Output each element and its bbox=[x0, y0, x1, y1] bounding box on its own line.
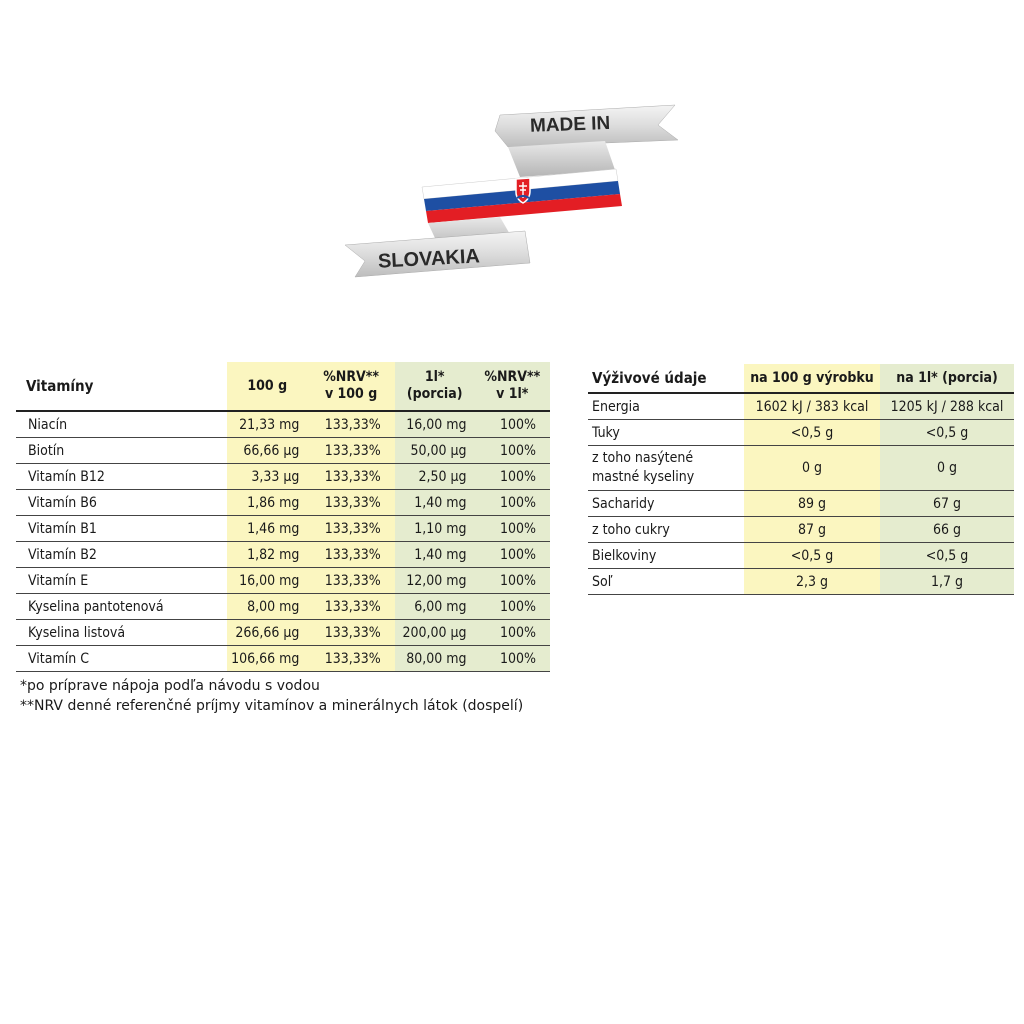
vitamin-name: Vitamín E bbox=[16, 568, 227, 594]
vitamin-nrv1l: 100% bbox=[475, 568, 550, 594]
nutrition-row bbox=[588, 491, 1014, 517]
vitamins-footnotes bbox=[20, 676, 523, 716]
vitamin-per1l: 1,10 mg bbox=[395, 516, 475, 542]
badge-bottom-text: SLOVAKIA bbox=[377, 245, 481, 273]
footnote-nrv: **NRV denné referenčné príjmy vitamínov a minerálnych látok (dospelí) bbox=[20, 698, 524, 714]
vitamin-per100: 66,66 µg bbox=[227, 438, 307, 464]
nutrition-per100: 1602 kJ / 383 kcal bbox=[744, 393, 880, 420]
vitamin-per1l: 2,50 µg bbox=[395, 464, 475, 490]
vitamin-per1l: 200,00 µg bbox=[395, 620, 475, 646]
nutrition-per100: 89 g bbox=[744, 491, 880, 517]
vitamin-row bbox=[16, 594, 550, 620]
nutrition-per100: 0 g bbox=[744, 446, 880, 491]
vitamin-nrv100: 133,33% bbox=[307, 594, 394, 620]
vitamins-header-nrv1l: %NRV** v 1l* bbox=[475, 362, 550, 411]
vitamin-row bbox=[16, 438, 550, 464]
vitamin-nrv100: 133,33% bbox=[307, 490, 394, 516]
vitamin-nrv100: 133,33% bbox=[307, 620, 394, 646]
vitamin-per100: 106,66 mg bbox=[227, 646, 307, 672]
nutrition-row bbox=[588, 420, 1014, 446]
vitamin-per1l: 6,00 mg bbox=[395, 594, 475, 620]
vitamin-row bbox=[16, 568, 550, 594]
vitamin-per100: 3,33 µg bbox=[227, 464, 307, 490]
vitamin-nrv100: 133,33% bbox=[307, 464, 394, 490]
badge-top-text: MADE IN bbox=[529, 112, 611, 137]
flag-ribbon bbox=[422, 169, 622, 223]
vitamins-header-name: Vitamíny bbox=[16, 362, 227, 411]
nutrition-table bbox=[588, 364, 1014, 595]
vitamin-nrv1l: 100% bbox=[475, 411, 550, 438]
vitamin-nrv100: 133,33% bbox=[307, 516, 394, 542]
nutrition-per1l: 0 g bbox=[880, 446, 1014, 491]
nutrition-name: Sacharidy bbox=[588, 491, 744, 517]
vitamin-per100: 266,66 µg bbox=[227, 620, 307, 646]
nutrition-per1l: <0,5 g bbox=[880, 420, 1014, 446]
vitamin-nrv1l: 100% bbox=[475, 438, 550, 464]
nutrition-per1l: 67 g bbox=[880, 491, 1014, 517]
nutrition-name: z toho nasýtené mastné kyseliny bbox=[588, 446, 744, 491]
vitamin-per100: 21,33 mg bbox=[227, 411, 307, 438]
nutrition-row bbox=[588, 517, 1014, 543]
vitamin-name: Niacín bbox=[16, 411, 227, 438]
nutrition-per100: <0,5 g bbox=[744, 543, 880, 569]
nutrition-per100: <0,5 g bbox=[744, 420, 880, 446]
vitamin-name: Kyselina listová bbox=[16, 620, 227, 646]
made-in-slovakia-badge bbox=[330, 95, 690, 295]
vitamin-per100: 1,46 mg bbox=[227, 516, 307, 542]
vitamin-name: Biotín bbox=[16, 438, 227, 464]
vitamin-name: Kyselina pantotenová bbox=[16, 594, 227, 620]
vitamin-per100: 1,86 mg bbox=[227, 490, 307, 516]
vitamin-per100: 1,82 mg bbox=[227, 542, 307, 568]
vitamins-header-row bbox=[16, 362, 550, 411]
nutrition-per100: 2,3 g bbox=[744, 569, 880, 595]
nutrition-header-row bbox=[588, 364, 1014, 393]
vitamin-row bbox=[16, 646, 550, 672]
vitamin-per1l: 1,40 mg bbox=[395, 542, 475, 568]
vitamin-row bbox=[16, 620, 550, 646]
vitamin-name: Vitamín B12 bbox=[16, 464, 227, 490]
vitamin-row bbox=[16, 490, 550, 516]
vitamin-row bbox=[16, 411, 550, 438]
vitamin-nrv1l: 100% bbox=[475, 516, 550, 542]
nutrition-row bbox=[588, 569, 1014, 595]
vitamin-name: Vitamín B1 bbox=[16, 516, 227, 542]
vitamins-table bbox=[16, 362, 550, 672]
vitamin-per100: 8,00 mg bbox=[227, 594, 307, 620]
coat-of-arms-icon bbox=[516, 178, 530, 203]
nutrition-per1l: 66 g bbox=[880, 517, 1014, 543]
vitamins-header-per1l: 1l* (porcia) bbox=[395, 362, 475, 411]
vitamin-row bbox=[16, 516, 550, 542]
nutrition-row bbox=[588, 393, 1014, 420]
nutrition-row bbox=[588, 543, 1014, 569]
footnote-preparation: *po príprave nápoja podľa návodu s vodou bbox=[20, 678, 320, 694]
vitamin-row bbox=[16, 542, 550, 568]
nutrition-name: Tuky bbox=[588, 420, 744, 446]
vitamin-nrv100: 133,33% bbox=[307, 438, 394, 464]
vitamin-nrv100: 133,33% bbox=[307, 411, 394, 438]
nutrition-header-name: Výživové údaje bbox=[588, 364, 744, 393]
nutrition-name: Soľ bbox=[588, 569, 744, 595]
nutrition-header-per1l: na 1l* (porcia) bbox=[880, 364, 1014, 393]
nutrition-row bbox=[588, 446, 1014, 491]
vitamin-nrv1l: 100% bbox=[475, 594, 550, 620]
vitamins-header-nrv100: %NRV** v 100 g bbox=[307, 362, 394, 411]
nutrition-per1l: 1,7 g bbox=[880, 569, 1014, 595]
vitamin-nrv1l: 100% bbox=[475, 542, 550, 568]
nutrition-name: z toho cukry bbox=[588, 517, 744, 543]
vitamin-per1l: 12,00 mg bbox=[395, 568, 475, 594]
vitamin-row bbox=[16, 464, 550, 490]
vitamin-per1l: 16,00 mg bbox=[395, 411, 475, 438]
vitamin-per100: 16,00 mg bbox=[227, 568, 307, 594]
vitamin-name: Vitamín C bbox=[16, 646, 227, 672]
vitamin-per1l: 80,00 mg bbox=[395, 646, 475, 672]
vitamin-nrv100: 133,33% bbox=[307, 646, 394, 672]
vitamin-nrv1l: 100% bbox=[475, 646, 550, 672]
vitamin-nrv1l: 100% bbox=[475, 464, 550, 490]
nutrition-per1l: <0,5 g bbox=[880, 543, 1014, 569]
nutrition-name: Bielkoviny bbox=[588, 543, 744, 569]
vitamins-header-per100: 100 g bbox=[227, 362, 307, 411]
nutrition-per1l: 1205 kJ / 288 kcal bbox=[880, 393, 1014, 420]
vitamin-nrv1l: 100% bbox=[475, 620, 550, 646]
vitamin-name: Vitamín B6 bbox=[16, 490, 227, 516]
vitamin-nrv100: 133,33% bbox=[307, 542, 394, 568]
vitamin-per1l: 1,40 mg bbox=[395, 490, 475, 516]
nutrition-header-per100: na 100 g výrobku bbox=[744, 364, 880, 393]
vitamin-name: Vitamín B2 bbox=[16, 542, 227, 568]
vitamin-per1l: 50,00 µg bbox=[395, 438, 475, 464]
vitamin-nrv100: 133,33% bbox=[307, 568, 394, 594]
vitamin-nrv1l: 100% bbox=[475, 490, 550, 516]
nutrition-name: Energia bbox=[588, 393, 744, 420]
nutrition-per100: 87 g bbox=[744, 517, 880, 543]
